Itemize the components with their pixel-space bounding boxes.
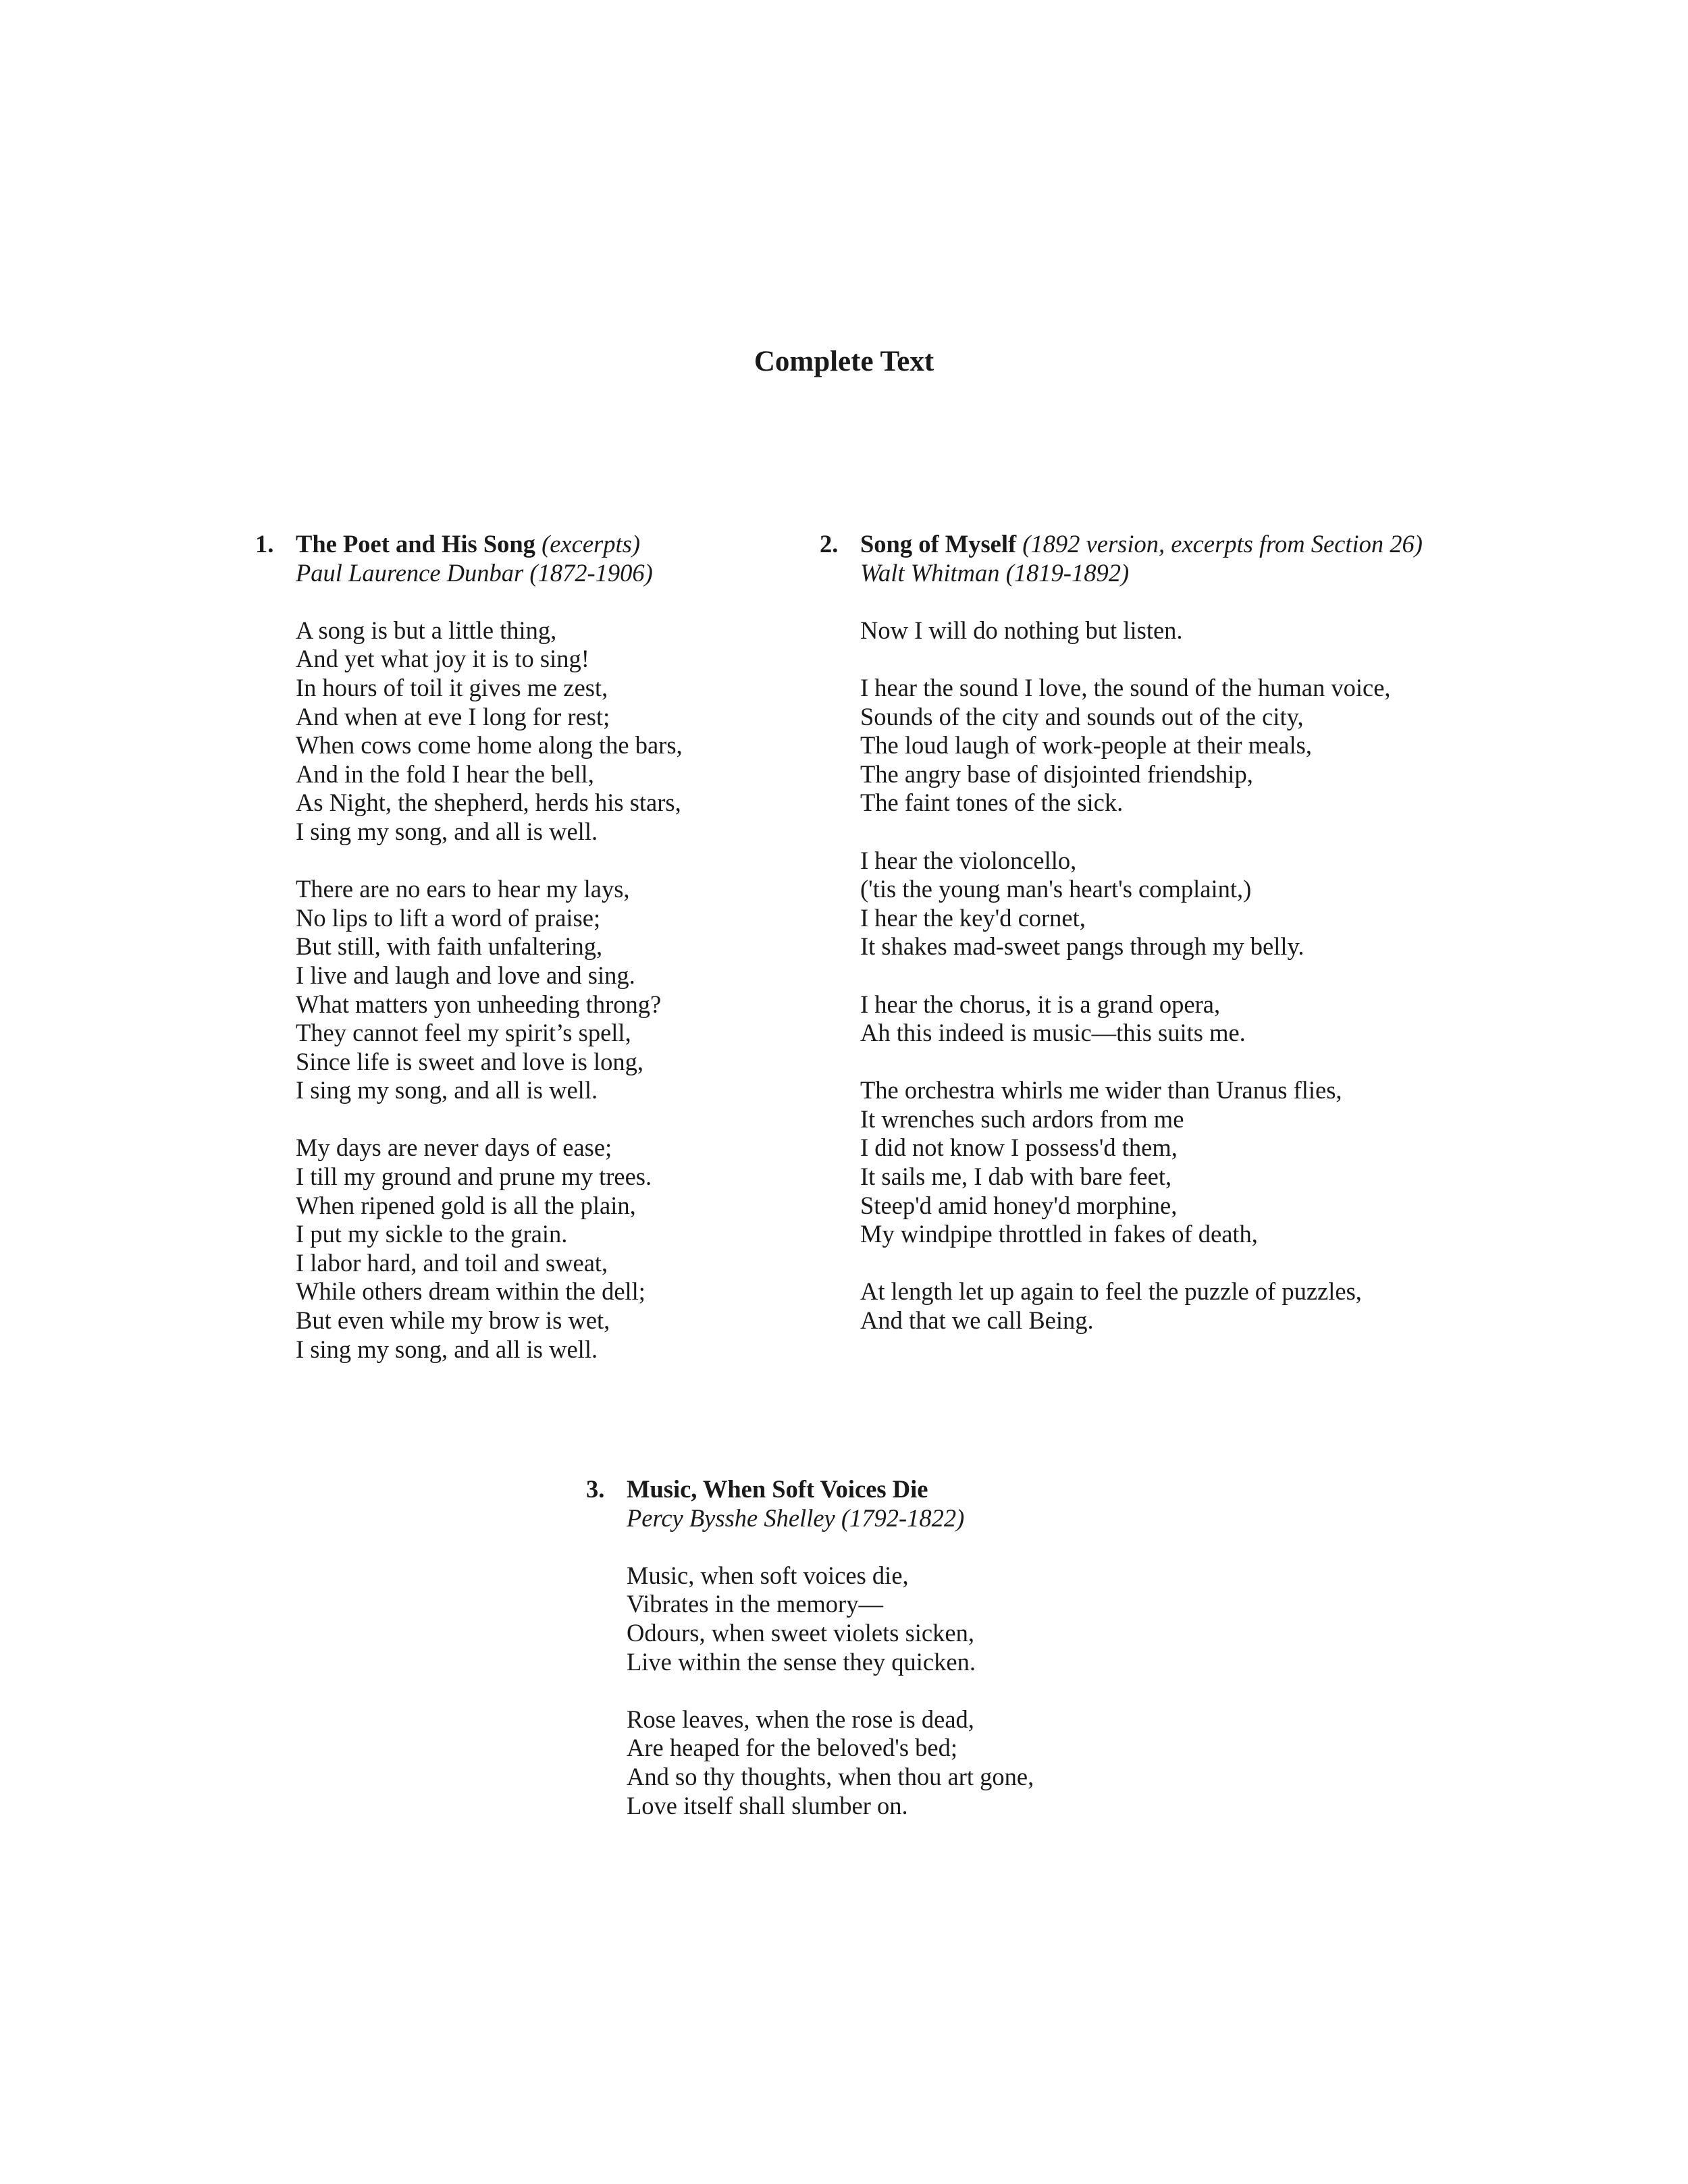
poem-line: My days are never days of ease; — [296, 1134, 612, 1162]
stanza — [296, 616, 683, 847]
poem-line: When ripened gold is all the plain, — [296, 1191, 636, 1219]
poem-line: No lips to lift a word of praise; — [296, 903, 601, 932]
poem-author: Percy Bysshe Shelley (1792-1822) — [627, 1503, 965, 1532]
poem-line: A song is but a little thing, — [296, 616, 557, 644]
poem-line: There are no ears to hear my lays, — [296, 875, 630, 903]
poem-line: And so thy thoughts, when thou art gone, — [627, 1762, 1034, 1790]
poem-line: Steep'd amid honey'd morphine, — [860, 1191, 1178, 1219]
poem-line: I labor hard, and toil and sweat, — [296, 1248, 608, 1277]
poem-line: The orchestra whirls me wider than Uranus flies, — [860, 1076, 1342, 1104]
poem-note: (1892 version, excerpts from Section 26) — [1022, 530, 1423, 558]
poem-line: I till my ground and prune my trees. — [296, 1163, 652, 1191]
poem-heading — [255, 530, 683, 587]
poem-line: I hear the sound I love, the sound of the human voice, — [860, 673, 1391, 701]
poem-line: Live within the sense they quicken. — [627, 1647, 976, 1676]
poem-line: In hours of toil it gives me zest, — [296, 673, 608, 701]
poem-line: Love itself shall slumber on. — [627, 1791, 908, 1819]
poem-line: I did not know I possess'd them, — [860, 1134, 1178, 1162]
stanza — [860, 674, 1423, 818]
poem-line: Vibrates in the memory— — [627, 1590, 883, 1618]
poem-number: 2. — [820, 530, 839, 558]
poem-line: Sounds of the city and sounds out of the city, — [860, 702, 1304, 730]
poem-title-line — [860, 530, 1423, 559]
poem-line: ('tis the young man's heart's complaint,) — [860, 875, 1252, 903]
poem-line: But still, with faith unfaltering, — [296, 932, 603, 961]
poem-title-line — [627, 1475, 1034, 1504]
poem-line: The loud laugh of work-people at their meals, — [860, 731, 1312, 760]
stanza — [860, 1277, 1423, 1335]
poem-line: As Night, the shepherd, herds his stars, — [296, 789, 681, 817]
stanza — [860, 1076, 1423, 1249]
stanza — [860, 990, 1423, 1048]
poem-line: My windpipe throttled in fakes of death, — [860, 1220, 1258, 1248]
poem-line: I live and laugh and love and sing. — [296, 961, 635, 989]
poem-line: The faint tones of the sick. — [860, 789, 1124, 817]
poem-line: It shakes mad-sweet pangs through my belly. — [860, 932, 1304, 961]
poem-3 — [586, 1475, 1034, 1820]
poem-note: (excerpts) — [542, 530, 640, 558]
poem-line: Ah this indeed is music—this suits me. — [860, 1019, 1246, 1047]
stanza — [627, 1705, 1034, 1820]
page-title: Complete Text — [754, 346, 934, 377]
poem-line: I sing my song, and all is well. — [296, 817, 598, 845]
poem-line: At length let up again to feel the puzzle of puzzles, — [860, 1277, 1362, 1306]
poem-line: It wrenches such ardors from me — [860, 1104, 1184, 1133]
poem-line: Odours, when sweet violets sicken, — [627, 1618, 974, 1647]
poem-line: What matters yon unheeding throng? — [296, 990, 662, 1018]
poem-author: Paul Laurence Dunbar (1872-1906) — [296, 558, 653, 587]
poem-line: They cannot feel my spirit’s spell, — [296, 1019, 631, 1047]
poem-title: Song of Myself — [860, 530, 1017, 558]
poem-line: I put my sickle to the grain. — [296, 1220, 568, 1248]
poem-number: 1. — [255, 530, 274, 558]
poem-line: Now I will do nothing but listen. — [860, 616, 1183, 644]
poem-title: The Poet and His Song — [296, 530, 535, 558]
poem-line: While others dream within the dell; — [296, 1277, 645, 1306]
poem-line: I hear the key'd cornet, — [860, 903, 1086, 932]
poem-1 — [255, 530, 683, 1364]
poem-line: When cows come home along the bars, — [296, 731, 683, 760]
poem-line: It sails me, I dab with bare feet, — [860, 1163, 1172, 1191]
poem-line: I sing my song, and all is well. — [296, 1076, 598, 1104]
stanza — [860, 847, 1423, 961]
poem-heading — [820, 530, 1423, 587]
stanza — [627, 1562, 1034, 1676]
poem-line: The angry base of disjointed friendship, — [860, 760, 1253, 788]
poem-line: I hear the violoncello, — [860, 846, 1077, 874]
poem-line: And yet what joy it is to sing! — [296, 645, 589, 673]
stanza — [860, 616, 1423, 645]
stanza — [296, 1134, 683, 1364]
poem-line: And when at eve I long for rest; — [296, 702, 610, 730]
poem-number: 3. — [586, 1475, 605, 1503]
poem-2 — [820, 530, 1423, 1335]
poem-heading — [586, 1475, 1034, 1533]
poem-title: Music, When Soft Voices Die — [627, 1475, 928, 1503]
poem-line: I hear the chorus, it is a grand opera, — [860, 990, 1221, 1018]
poem-line: But even while my brow is wet, — [296, 1306, 610, 1335]
stanza — [296, 875, 683, 1105]
poem-line: Are heaped for the beloved's bed; — [627, 1734, 958, 1762]
poem-line: Since life is sweet and love is long, — [296, 1047, 643, 1075]
poem-line: And that we call Being. — [860, 1306, 1094, 1335]
poem-line: I sing my song, and all is well. — [296, 1335, 598, 1363]
poem-line: Rose leaves, when the rose is dead, — [627, 1705, 974, 1733]
poem-line: And in the fold I hear the bell, — [296, 760, 594, 788]
poem-title-line — [296, 530, 683, 559]
poem-line: Music, when soft voices die, — [627, 1561, 909, 1589]
poem-author: Walt Whitman (1819-1892) — [860, 558, 1130, 587]
